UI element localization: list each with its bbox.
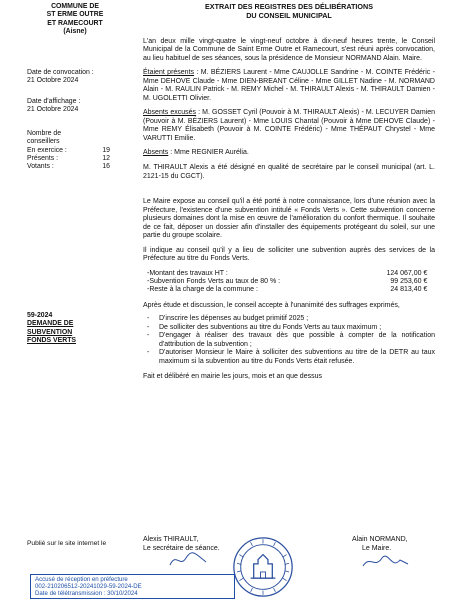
votants-value: 16 <box>102 163 110 171</box>
ref-number: 59-2024 <box>27 312 53 319</box>
ref-line1: DEMANDE DE <box>27 320 74 328</box>
decision-text: D'inscrire les dépenses au budget primitif 2025 ; <box>159 315 309 323</box>
amount-row: - Reste à la charge de la commune : 24 813,40 € <box>147 286 428 294</box>
votants-row <box>27 163 110 171</box>
convocation-date: 21 Octobre 2024 <box>27 77 79 85</box>
absents-paragraph <box>143 149 435 157</box>
affichage-block <box>27 98 123 115</box>
exercice-row <box>27 147 110 155</box>
secretaire-paragraph: M. THIRAULT Alexis a été désigné en qualité de secrétaire par le conseil municipal (art. L. 2121-15 du CGCT). <box>143 164 435 180</box>
publication-note: Publié sur le site internet le <box>27 540 107 547</box>
presents-paragraph <box>143 69 435 103</box>
conseillers-label1: Nombre de <box>27 130 62 137</box>
amount-value: 24 813,40 € <box>390 286 428 294</box>
amount-label: Subvention Fonds Verts au taux de 80 % : <box>149 277 281 285</box>
ref-line2: SUBVENTION <box>27 328 73 336</box>
intro-paragraph: L'an deux mille vingt-quatre le vingt-neuf octobre à dix-neuf heures trente, le Conseil Municipal de la Commune de Saint Erme Outre et Ramecourt, s'est réuni après convocation, au lieu habituel de ses séances, sous la présidence de Monsieur NORMAND Alain. Maire. <box>143 38 435 62</box>
convocation-label: Date de convocation : <box>27 69 94 76</box>
excuses-heading: Absents excusés <box>143 109 197 117</box>
decision-text: D'autoriser Monsieur le Maire à solliciter des subventions au titre de la DETR au taux maximum si la subvention au titre du Fonds Verts était refusée. <box>159 349 435 365</box>
absents-list: : Mme REGNIER Aurélia. <box>168 148 249 156</box>
decision-item: - D'inscrire les dépenses au budget primitif 2025 ; <box>147 315 309 323</box>
exercice-label: En exercice : <box>27 146 67 154</box>
amount-row: - Subvention Fonds Verts au taux de 80 % : 99 253,60 € <box>147 277 428 285</box>
fait-paragraph: Fait et délibéré en mairie les jours, mois et an que dessus <box>143 373 322 381</box>
secretary-role: Le secrétaire de séance. <box>143 544 220 552</box>
prefecture-receipt-stamp <box>30 574 235 599</box>
title-line2: DU CONSEIL MUNICIPAL <box>246 10 332 20</box>
decision-item: - De solliciter des subventions au titre du Fonds Verts au taux maximum ; <box>147 323 382 331</box>
absents-heading: Absents <box>143 148 169 156</box>
document-title <box>143 3 435 20</box>
conseillers-label2: conseillers <box>27 138 60 146</box>
amount-row: - Montant des travaux HT : 124 067,00 € <box>147 269 428 277</box>
receipt-line2: 002-210206512-20241029-59-2024-DE <box>35 583 142 591</box>
main-body <box>143 38 435 382</box>
secretary-signature-mark <box>168 550 208 570</box>
receipt-line3: Date de télétransmission : 30/10/2024 <box>35 590 138 598</box>
commune-line2: ST ERME OUTRE <box>46 11 104 19</box>
decision-item: - D'autoriser Monsieur le Maire à solliciter des subventions au titre de la DETR au taux maximum si la subvention au titre du Fonds Verts était refusée. <box>147 349 435 365</box>
amounts-list <box>143 270 435 295</box>
decisions-list <box>143 315 435 366</box>
presents-value: 12 <box>102 154 110 162</box>
indique-paragraph: Il indique au conseil qu'il y a lieu de solliciter une subvention auprès des services de la Préfecture au titre du Fonds Verts. <box>143 246 435 263</box>
presents-label: Présents : <box>27 154 59 162</box>
affichage-date: 21 Octobre 2024 <box>27 106 79 114</box>
amount-value: 124 067,00 € <box>386 269 428 277</box>
secretary-name: Alexis THIRAULT, <box>143 536 199 543</box>
expose-paragraph: Le Maire expose au conseil qu'il a été porté à notre connaissance, lors d'une réunion avec la Préfecture, l'existence d'une subvention intitulé « Fonds Verts ». Cette subvention concerne plusieurs domaines dont la mise en œuvre de l'amélioration du confort thermique. Il souhaite de ce fait, déposer un dossier afin d'installer des équipements protégeant du soleil, sur une partie du groupe scolaire. <box>143 198 435 240</box>
mayor-signature <box>352 536 408 553</box>
department: (Aisne) <box>63 27 87 35</box>
excuses-paragraph <box>143 109 435 143</box>
presents-row <box>27 155 110 163</box>
ref-line3: FONDS VERTS <box>27 336 77 344</box>
affichage-label: Date d'affichage : <box>27 98 81 105</box>
amount-value: 99 253,60 € <box>390 277 428 285</box>
receipt-line1: Accusé de réception en préfecture <box>35 576 128 583</box>
mayor-signature-mark <box>360 552 410 572</box>
decision-text: De solliciter des subventions au titre du Fonds Verts au taux maximum ; <box>159 323 382 331</box>
presents-heading: Étaient présents <box>143 69 195 77</box>
mairie-seal-icon <box>232 536 294 598</box>
deliberation-reference <box>27 312 123 345</box>
apres-paragraph: Après étude et discussion, le conseil accepte à l'unanimité des suffrages exprimés, <box>143 301 400 309</box>
commune-header <box>27 3 123 36</box>
presents-list: : M. BÉZIERS Laurent - Mme CAUJOLLE Sandrine - M. COINTE Frédéric - Mme DEHOVE Claude - Mme DIEN-BREANT Céline - Mme GILLET Nadine - M. NORMAND Alain - M. RAULIN Patrick - M. REMY Michel - M. THIRAULT Alexis - M. THIRAULT Damien - M. UGOLETTI Olivier. <box>143 69 435 102</box>
commune-line1: COMMUNE DE <box>51 3 99 10</box>
commune-line3: ET RAMECOURT <box>47 19 103 27</box>
mayor-role: Le Maire. <box>362 544 392 552</box>
mayor-name: Alain NORMAND, <box>352 536 408 543</box>
decision-item: - D'engager à réaliser des travaux dès que possible à compter de la notification d'attribution de la subvention ; <box>147 332 435 348</box>
votants-label: Votants : <box>27 163 54 171</box>
conseillers-block <box>27 130 123 171</box>
convocation-block <box>27 69 123 86</box>
excuses-list: : M. GOSSET Cyril (Pouvoir à M. THIRAULT Alexis) - M. LECUYER Damien (Pouvoir à M. BÉZIERS Laurent) - Mme LOUIS Chantal (Pouvoir à Mme DEHOVE Claude) - Mme REMY Élisabeth (Pouvoir à M. COINTE Frédéric) - Mme THÉPAUT Chrystel - Mme VARUTTI Emilie. <box>143 109 435 142</box>
decision-text: D'engager à réaliser des travaux dès que possible à compter de la notification d'attribution de la subvention ; <box>159 332 435 348</box>
title-line1: EXTRAIT DES REGISTRES DES DÉLIBÉRATIONS <box>205 2 373 11</box>
amount-label: Reste à la charge de la commune : <box>149 286 258 294</box>
amount-label: Montant des travaux HT : <box>149 269 228 277</box>
exercice-value: 19 <box>102 146 110 154</box>
